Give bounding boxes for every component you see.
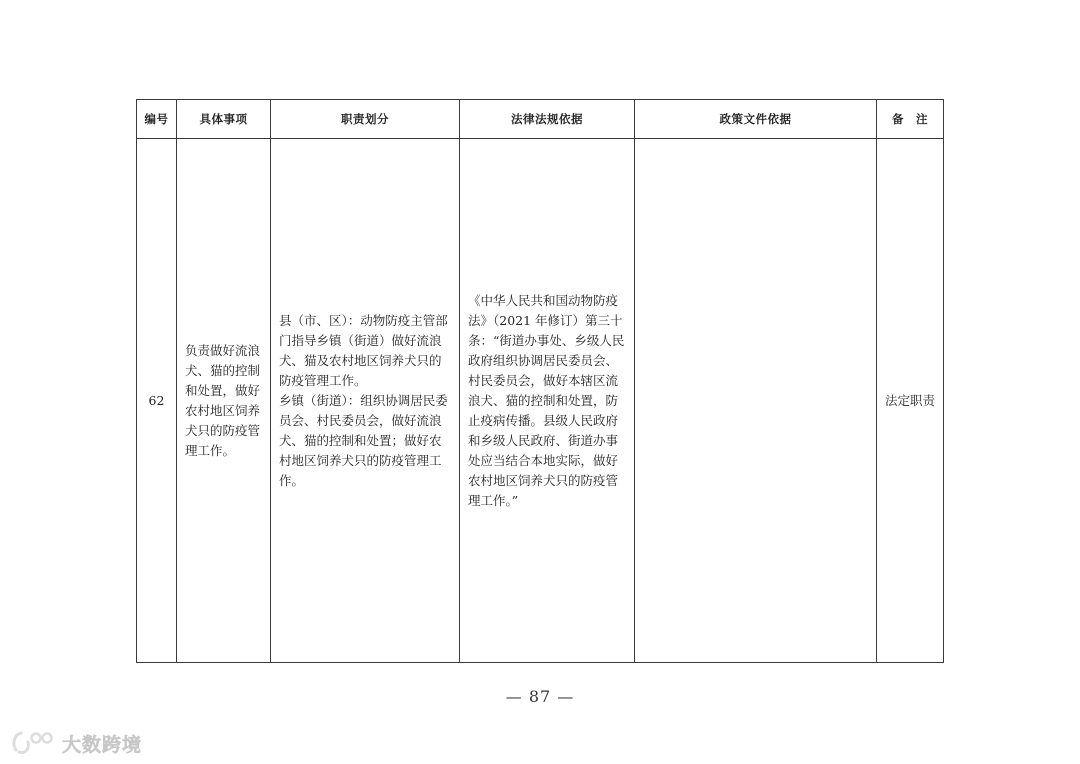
- brand-logo-icon: [10, 728, 56, 758]
- watermark-text: 大数跨境: [62, 733, 143, 756]
- cell-item: 负责做好流浪犬、猫的控制和处置，做好农村地区饲养犬只的防疫管理工作。: [177, 139, 271, 663]
- cell-law: 《中华人民共和国动物防疫法》（2021 年修订）第三十条：“街道办事处、乡级人民政府组织协调居民委员会、村民委员会，做好本辖区流浪犬、猫的控制和处置，防止疫病传播。县级人民政府和乡级人民政府、街道办事处应当结合本地实际，做好农村地区饲养犬只的防疫管理工作。”: [460, 139, 635, 663]
- table-header-row: [137, 100, 944, 139]
- header-law: 法律法规依据: [460, 100, 635, 139]
- table-row: [137, 139, 944, 663]
- cell-note: 法定职责: [877, 139, 944, 663]
- duty-township: 乡镇（街道）：组织协调居民委员会、村民委员会，做好流浪犬、猫的控制和处置；做好农村地区饲养犬只的防疫管理工作。: [279, 392, 448, 488]
- cell-duty: [271, 139, 460, 663]
- header-policy: 政策文件依据: [635, 100, 877, 139]
- cell-policy: [635, 139, 877, 663]
- header-duty: 职责划分: [271, 100, 460, 139]
- watermark: [10, 727, 142, 759]
- responsibility-table: [136, 99, 944, 663]
- duty-county: 县（市、区）：动物防疫主管部门指导乡镇（街道）做好流浪犬、猫及农村地区饲养犬只的防疫管理工作。: [279, 312, 448, 388]
- header-item: 具体事项: [177, 100, 271, 139]
- cell-num: 62: [137, 139, 177, 663]
- header-num: 编号: [137, 100, 177, 139]
- page-number: — 87 —: [505, 687, 575, 706]
- header-note: 备 注: [877, 100, 944, 139]
